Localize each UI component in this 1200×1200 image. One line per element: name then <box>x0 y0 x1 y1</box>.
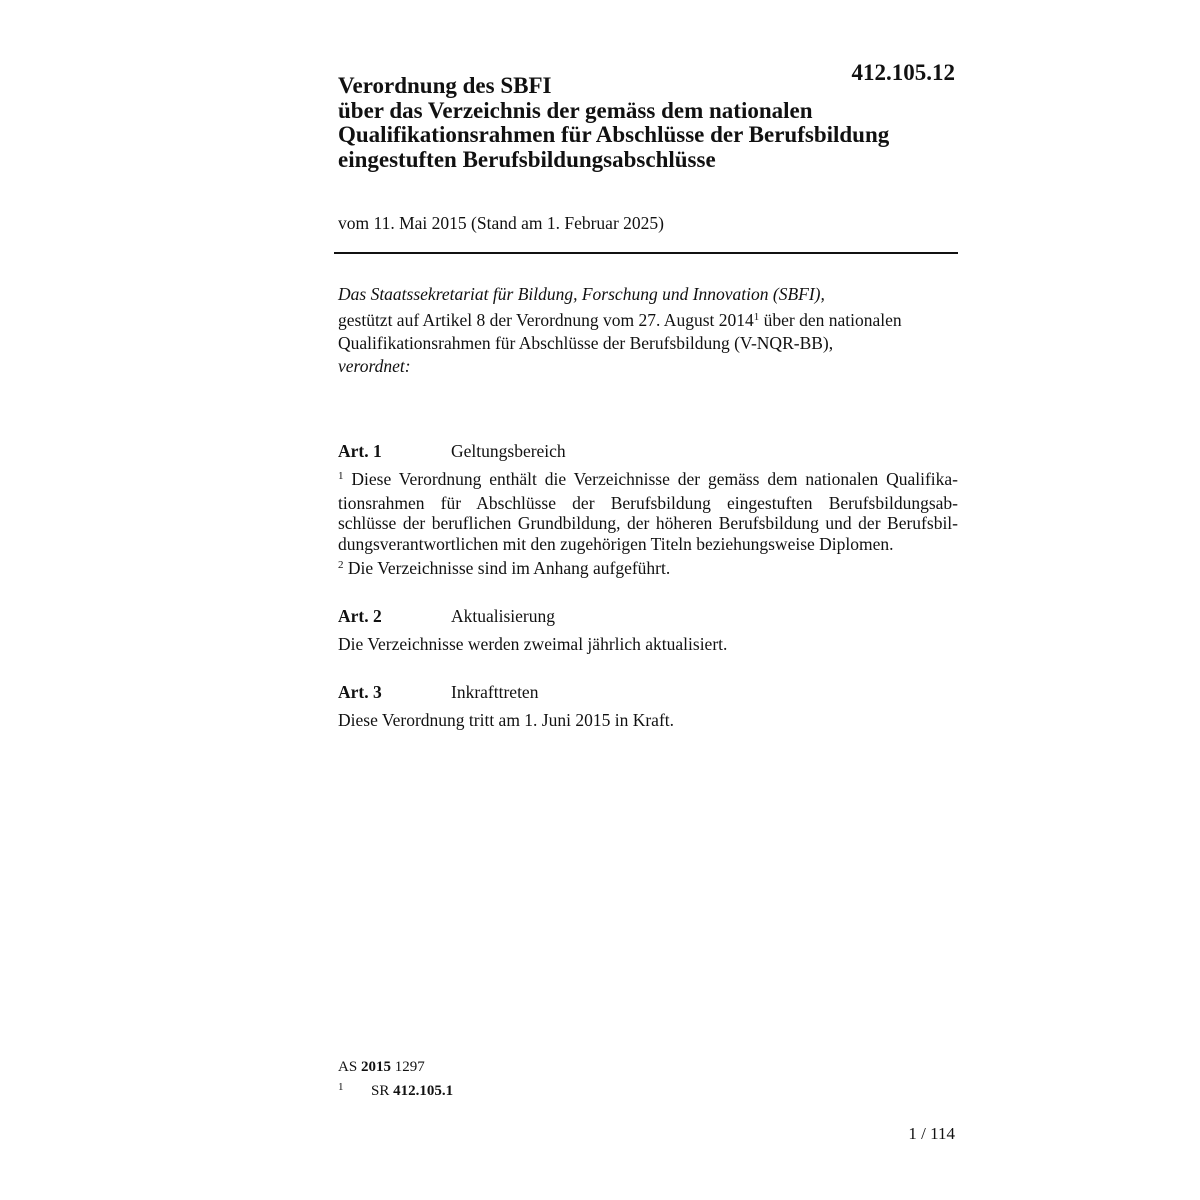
title-line-2: über das Verzeichnis der gemäss dem nationalen <box>338 97 813 123</box>
preamble-basis-text-before: gestützt auf Artikel 8 der Verordnung vom 27. August 2014 <box>338 310 754 330</box>
as-page: 1297 <box>394 1059 425 1075</box>
footnote-1-prefix: SR <box>371 1083 390 1099</box>
footnote-ref-1[interactable]: 1 <box>753 311 760 323</box>
title-line-3: Qualifikationsrahmen für Abschlüsse der Berufsbildung <box>338 122 890 147</box>
article-1-label: Art. 1 <box>338 441 382 461</box>
article-1-paragraph-1 <box>338 469 958 554</box>
article-1-paragraph-2 <box>338 558 958 582</box>
preamble-basis-text-after: über den nationalen <box>759 310 902 330</box>
preamble-basis-line-2: Qualifikationsrahmen für Abschlüsse der Berufsbildung (V-NQR-BB), <box>338 333 834 353</box>
article-1-paragraph-1-line-3: schlüsse der beruflichen Grundbildung, der höheren Berufsbildung und der Berufsbil- <box>338 513 958 533</box>
preamble-basis <box>338 310 958 353</box>
article-2-heading <box>338 606 958 627</box>
as-year: 2015 <box>360 1059 391 1075</box>
article-3-label: Art. 3 <box>338 682 382 702</box>
footnote-1 <box>338 1077 453 1101</box>
article-1-paragraph-1-line-2: tionsrahmen für Abschlüsse der Berufsbildung eingestuften Berufsbildungsab- <box>338 492 958 513</box>
preamble-authority: Das Staatssekretariat für Bildung, Forschung und Innovation (SBFI), <box>338 284 825 304</box>
sr-number: 412.105.12 <box>851 60 955 85</box>
page-counter: 1 / 114 <box>908 1124 955 1143</box>
preamble-decree: verordnet: <box>338 356 411 376</box>
official-collection-reference <box>338 1057 453 1077</box>
article-2-title: Aktualisierung <box>451 606 556 626</box>
paragraph-text: Die Verzeichnisse sind im Anhang aufgeführt. <box>347 558 671 578</box>
title-line-4: eingestuften Berufsbildungsabschlüsse <box>338 146 716 172</box>
article-1-title: Geltungsbereich <box>451 441 566 461</box>
article-3-heading <box>338 682 958 703</box>
title-line-1: Verordnung des SBFI <box>338 73 552 98</box>
date-line: vom 11. Mai 2015 (Stand am 1. Februar 2025) <box>338 213 664 233</box>
preamble-basis-line-1 <box>338 310 958 333</box>
article-1-paragraph-1-line-1 <box>338 469 958 493</box>
paragraph-number-1: 1 <box>338 470 344 482</box>
title-divider <box>334 252 958 254</box>
footnotes <box>338 1057 453 1101</box>
footnote-1-mark: 1 <box>338 1081 344 1093</box>
article-2-text: Die Verzeichnisse werden zweimal jährlich aktualisiert. <box>338 634 728 654</box>
paragraph-number-2: 2 <box>338 559 344 571</box>
paragraph-text: Diese Verordnung enthält die Verzeichnisse der gemäss dem nationalen Qualifika- <box>351 469 959 489</box>
as-prefix: AS <box>338 1059 358 1075</box>
article-2-label: Art. 2 <box>338 606 382 626</box>
article-3-title: Inkrafttreten <box>451 682 539 702</box>
document-title <box>338 74 958 172</box>
footnote-1-link[interactable]: 412.105.1 <box>393 1083 454 1099</box>
article-1-heading <box>338 441 958 462</box>
article-1-paragraph-1-line-4: dungsverantwortlichen mit den zugehörigen Titeln beziehungsweise Diplomen. <box>338 533 894 554</box>
article-3-text: Diese Verordnung tritt am 1. Juni 2015 in Kraft. <box>338 710 675 730</box>
